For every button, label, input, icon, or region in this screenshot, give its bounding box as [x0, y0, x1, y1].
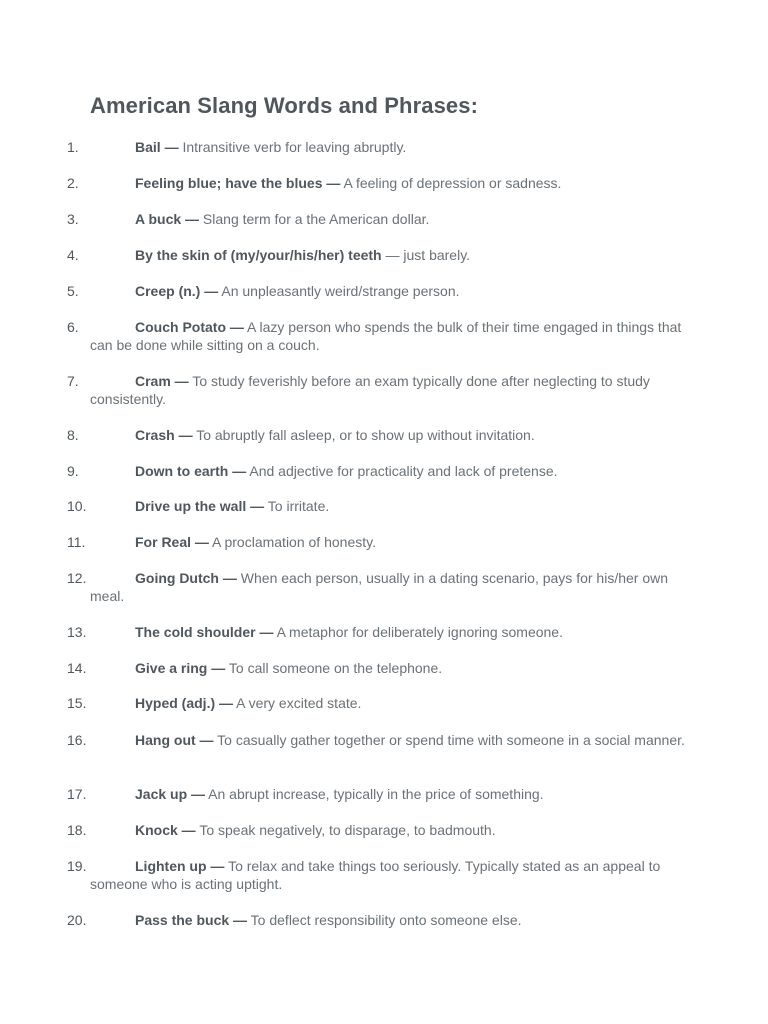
item-text	[90, 785, 690, 803]
slang-term: Crash —	[135, 427, 193, 443]
slang-definition: A very excited state.	[233, 695, 362, 711]
item-text	[90, 694, 690, 712]
item-number: 7.	[67, 373, 79, 389]
slang-definition: To call someone on the telephone.	[225, 660, 443, 676]
item-text	[90, 731, 690, 749]
slang-definition: To study feverishly before an exam typically done after neglecting to study consistently.	[90, 373, 650, 407]
item-text	[90, 318, 690, 354]
item-text	[90, 659, 690, 677]
slang-term: Feeling blue; have the blues —	[135, 175, 341, 191]
item-text	[90, 246, 690, 264]
slang-definition: A feeling of depression or sadness.	[340, 175, 562, 191]
slang-term: A buck —	[135, 211, 200, 227]
item-number: 4.	[67, 247, 79, 263]
item-text	[90, 372, 690, 408]
item-number: 18.	[67, 822, 87, 838]
slang-term: For Real —	[135, 534, 209, 550]
slang-definition: To relax and take things too seriously. Typically stated as an appeal to someone who is acting uptight.	[90, 858, 661, 892]
slang-definition: — just barely.	[381, 247, 471, 263]
item-text	[90, 911, 690, 929]
item-text	[90, 821, 690, 839]
slang-definition: An abrupt increase, typically in the price of something.	[205, 786, 544, 802]
item-number: 6.	[67, 319, 79, 335]
slang-term: Pass the buck —	[135, 912, 248, 928]
item-text	[90, 426, 690, 444]
item-number: 20.	[67, 912, 87, 928]
slang-definition: Slang term for a the American dollar.	[199, 211, 430, 227]
item-text	[90, 533, 690, 551]
item-number: 17.	[67, 786, 87, 802]
slang-definition: A lazy person who spends the bulk of their time engaged in things that can be done while sitting on a couch.	[90, 319, 682, 353]
slang-term: By the skin of (my/your/his/her) teeth	[135, 247, 382, 263]
slang-definition: A proclamation of honesty.	[208, 534, 376, 550]
item-text	[90, 497, 690, 515]
item-number: 5.	[67, 283, 79, 299]
slang-definition: To deflect responsibility onto someone else.	[247, 912, 522, 928]
slang-term: The cold shoulder —	[135, 624, 274, 640]
slang-term: Knock —	[135, 822, 196, 838]
slang-term: Creep (n.) —	[135, 283, 219, 299]
item-number: 12.	[67, 570, 87, 586]
item-number: 10.	[67, 498, 87, 514]
item-number: 11.	[67, 534, 86, 550]
item-text	[90, 174, 690, 192]
item-text	[90, 462, 690, 480]
item-text	[90, 138, 690, 156]
item-number: 1.	[67, 139, 79, 155]
item-number: 9.	[67, 463, 79, 479]
item-text	[90, 282, 690, 300]
item-text	[90, 857, 690, 893]
slang-term: Jack up —	[135, 786, 206, 802]
item-number: 13.	[67, 624, 87, 640]
slang-term: Bail —	[135, 139, 179, 155]
slang-definition: An unpleasantly weird/strange person.	[218, 283, 460, 299]
slang-term: Couch Potato —	[135, 319, 244, 335]
slang-definition: To irritate.	[264, 498, 330, 514]
slang-term: Lighten up —	[135, 858, 225, 874]
slang-definition: When each person, usually in a dating scenario, pays for his/her own meal.	[90, 570, 669, 604]
item-text	[90, 623, 690, 641]
slang-definition: A metaphor for deliberately ignoring someone.	[273, 624, 563, 640]
item-number: 19.	[67, 858, 87, 874]
slang-term: Going Dutch —	[135, 570, 237, 586]
item-text	[90, 210, 690, 228]
slang-term: Give a ring —	[135, 660, 226, 676]
slang-term: Hyped (adj.) —	[135, 695, 234, 711]
item-number: 3.	[67, 211, 79, 227]
slang-definition: To abruptly fall asleep, or to show up without invitation.	[192, 427, 535, 443]
item-number: 16.	[67, 732, 87, 748]
item-number: 2.	[67, 175, 79, 191]
slang-definition: Intransitive verb for leaving abruptly.	[178, 139, 407, 155]
document-title: American Slang Words and Phrases:	[90, 93, 479, 118]
item-number: 15.	[67, 695, 87, 711]
slang-term: Hang out —	[135, 732, 214, 748]
slang-definition: To speak negatively, to disparage, to badmouth.	[195, 822, 496, 838]
item-number: 14.	[67, 660, 87, 676]
item-number: 8.	[67, 427, 79, 443]
slang-term: Cram —	[135, 373, 189, 389]
slang-definition: And adjective for practicality and lack of pretense.	[246, 463, 558, 479]
slang-term: Drive up the wall —	[135, 498, 265, 514]
slang-term: Down to earth —	[135, 463, 247, 479]
slang-definition: To casually gather together or spend time with someone in a social manner.	[213, 732, 685, 748]
item-text	[90, 569, 690, 605]
